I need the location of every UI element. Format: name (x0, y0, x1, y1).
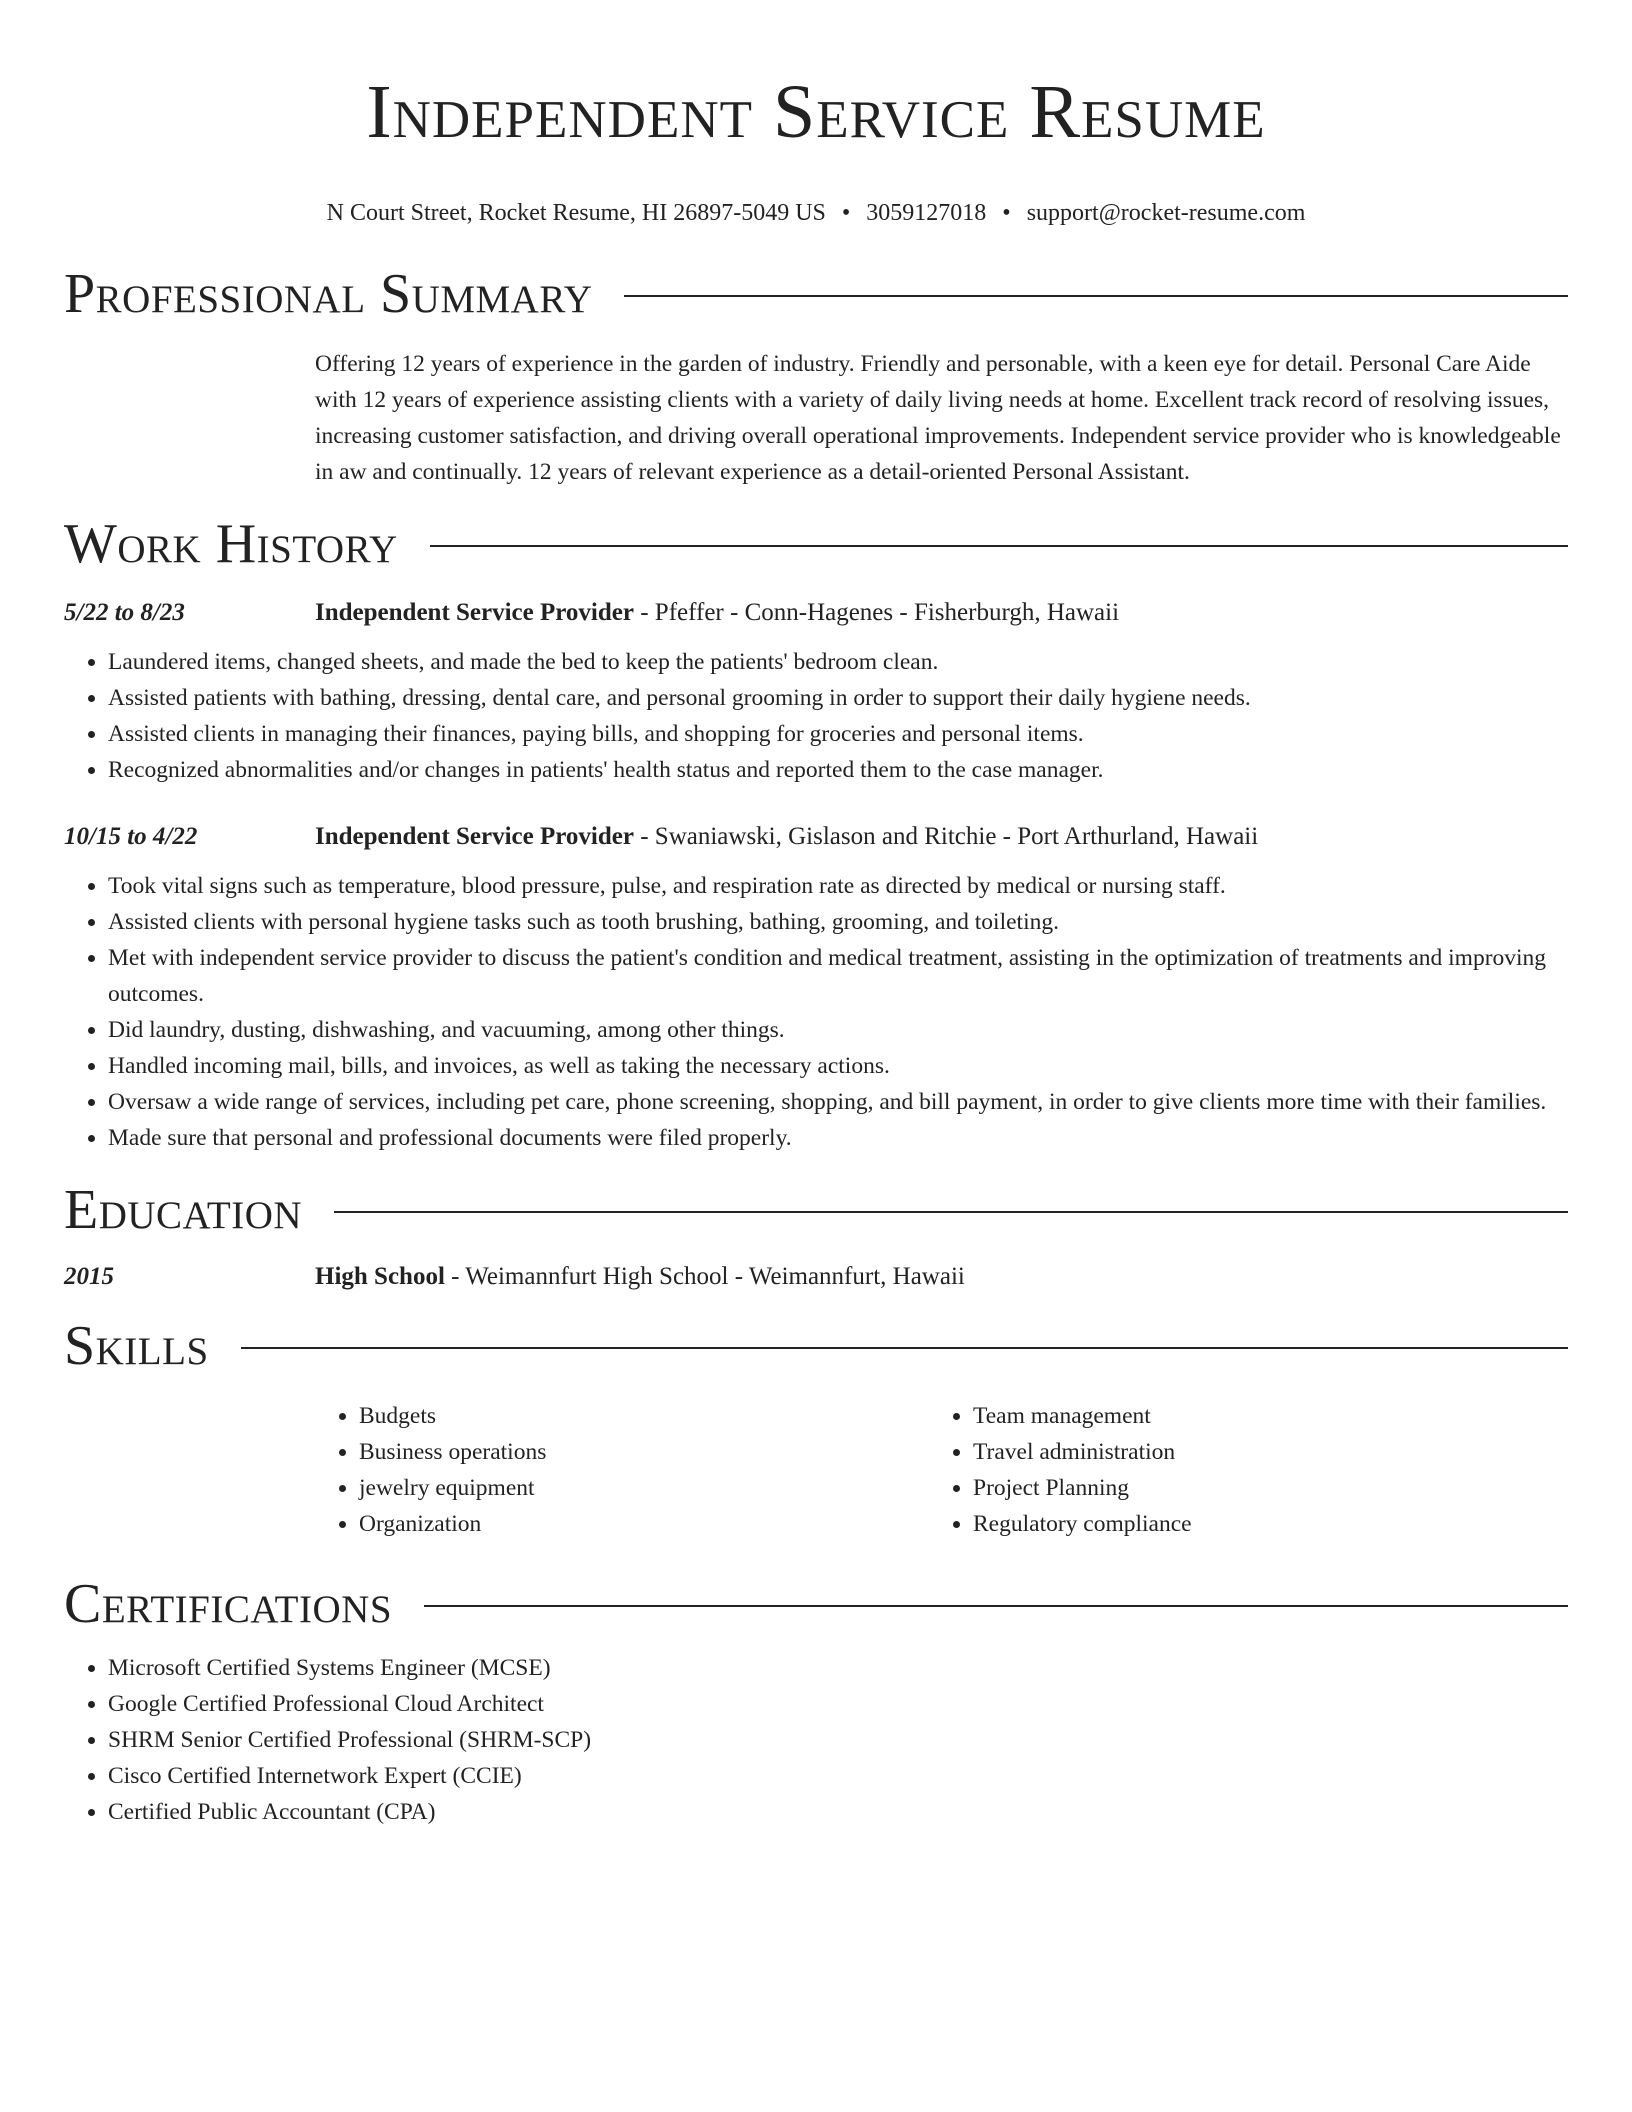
contact-line (64, 198, 1568, 228)
skills-heading: Skills (64, 1315, 209, 1377)
certifications-heading: Certifications (64, 1573, 393, 1635)
skill-item: • Project Planning (973, 1470, 1473, 1506)
skill-item: • Organization (359, 1506, 929, 1542)
contact-phone: 3059127018 (866, 200, 987, 226)
job-bullet: • Handled incoming mail, bills, and invoices, as well as taking the necessary actions. (108, 1048, 1568, 1084)
job-entry (64, 820, 1568, 1156)
skill-item: • Travel administration (973, 1434, 1473, 1470)
skill-item: • Team management (973, 1398, 1473, 1434)
work-section-header (64, 512, 1568, 576)
job-bullet: • Made sure that personal and professional documents were filed properly. (108, 1120, 1568, 1156)
education-heading: Education (64, 1179, 303, 1241)
section-divider (424, 1605, 1568, 1607)
job-employer: - Swaniawski, Gislason and Ritchie - Port Arthurland, Hawaii (633, 823, 1259, 850)
job-bullet: • Recognized abnormalities and/or changes in patients' health status and reported them to the case manager. (108, 752, 1568, 788)
job-bullets (64, 868, 1568, 1156)
education-section-header (64, 1178, 1568, 1242)
job-header (64, 820, 1568, 854)
skills-list (315, 1398, 1568, 1542)
section-divider (624, 295, 1568, 297)
job-heading (315, 596, 1119, 630)
summary-section-header (64, 262, 1568, 326)
job-bullet: • Met with independent service provider to discuss the patient's condition and medical treatment, assisting in the optimization of treatments and improving outcomes. (108, 940, 1568, 1012)
resume-title: Independent Service Resume (366, 70, 1266, 154)
job-title: Independent Service Provider (315, 823, 634, 850)
job-dates: 10/15 to 4/22 (64, 823, 198, 850)
skills-column-left (315, 1398, 929, 1542)
summary-text: Offering 12 years of experience in the garden of industry. Friendly and personable, with a keen eye for detail. Personal Care Aide with 12 years of experience assisting clients with a variety of daily living needs at home. Excellent track record of resolving issues, increasing customer satisfaction, and driving overall operational improvements. Independent service provider who is knowledgeable in aw and continually. 12 years of relevant experience as a detail-oriented Personal Assistant. (315, 351, 1561, 485)
job-bullet: • Laundered items, changed sheets, and made the bed to keep the patients' bedroom clean. (108, 644, 1568, 680)
certifications-list (64, 1650, 1568, 1830)
job-bullet: • Assisted clients in managing their finances, paying bills, and shopping for groceries and personal items. (108, 716, 1568, 752)
job-heading (315, 820, 1258, 854)
skills-column-right (929, 1398, 1473, 1542)
section-divider (241, 1347, 1568, 1349)
contact-separator: • (1002, 200, 1011, 226)
education-entry (64, 1260, 1568, 1294)
certification-item: • Google Certified Professional Cloud Architect (108, 1686, 1568, 1722)
skills-section-header (64, 1314, 1568, 1378)
certification-item: • Microsoft Certified Systems Engineer (MCSE) (108, 1650, 1568, 1686)
summary-heading: Professional Summary (64, 263, 593, 325)
contact-email: support@rocket-resume.com (1026, 200, 1306, 226)
job-employer: - Pfeffer - Conn-Hagenes - Fisherburgh, Hawaii (633, 599, 1120, 626)
contact-separator: • (841, 200, 851, 226)
work-heading: Work History (64, 513, 398, 575)
job-bullet: • Assisted patients with bathing, dressing, dental care, and personal grooming in order to support their daily hygiene needs. (108, 680, 1568, 716)
certification-item: • Cisco Certified Internetwork Expert (CCIE) (108, 1758, 1568, 1794)
job-bullet: • Did laundry, dusting, dishwashing, and vacuuming, among other things. (108, 1012, 1568, 1048)
contact-address: N Court Street, Rocket Resume, HI 26897-5049 US (326, 200, 826, 226)
certification-item: • SHRM Senior Certified Professional (SHRM-SCP) (108, 1722, 1568, 1758)
skill-item: • jewelry equipment (359, 1470, 929, 1506)
job-bullet: • Oversaw a wide range of services, including pet care, phone screening, shopping, and bill payment, in order to give clients more time with their families. (108, 1084, 1568, 1120)
education-school: - Weimannfurt High School - Weimannfurt, Hawaii (444, 1263, 965, 1290)
education-degree: High School (315, 1263, 445, 1290)
education-heading-line (315, 1260, 965, 1294)
section-divider (430, 545, 1568, 547)
job-header (64, 596, 1568, 630)
job-title: Independent Service Provider (315, 599, 634, 626)
skill-item: • Regulatory compliance (973, 1506, 1473, 1542)
job-bullet: • Assisted clients with personal hygiene tasks such as tooth brushing, bathing, grooming, and toileting. (108, 904, 1568, 940)
job-bullet: • Took vital signs such as temperature, blood pressure, pulse, and respiration rate as directed by medical or nursing staff. (108, 868, 1568, 904)
section-divider (334, 1211, 1568, 1213)
education-year: 2015 (64, 1263, 114, 1290)
job-dates: 5/22 to 8/23 (64, 599, 185, 626)
certification-item: • Certified Public Accountant (CPA) (108, 1794, 1568, 1830)
skill-item: • Business operations (359, 1434, 929, 1470)
job-bullets (64, 644, 1568, 788)
job-entry (64, 596, 1568, 788)
skill-item: • Budgets (359, 1398, 929, 1434)
education-row (64, 1260, 1568, 1294)
certifications-section-header (64, 1572, 1568, 1636)
